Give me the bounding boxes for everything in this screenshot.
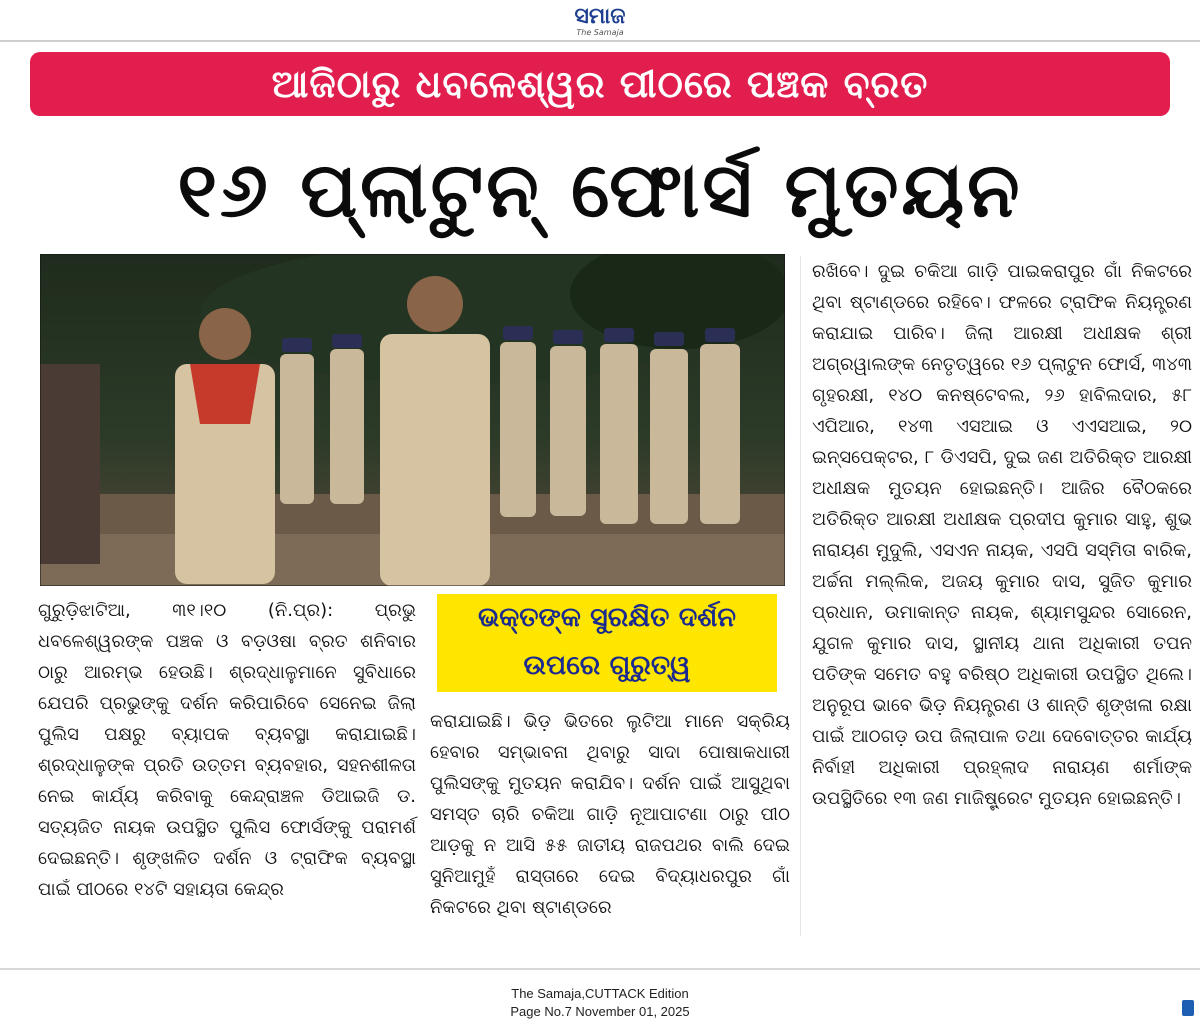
article-column-middle (430, 706, 790, 923)
kicker-banner (30, 52, 1170, 116)
bottom-divider (0, 968, 1200, 970)
article-text-middle: କରାଯାଇଛି। ଭିଡ଼ ଭିତରେ ଲୁଟିଆ ମାନେ ସକ୍ରିୟ ହେବାର ସମ୍ଭାବନା ଥିବାରୁ ସାଦା ପୋଷାକଧାରୀ ପୁଲିସଙ୍କୁ ମୁତୟନ କରାଯିବ। ଦର୍ଶନ ପାଇଁ ଆସୁଥିବା ସମସ୍ତ ଚାରି ଚକିଆ ଗାଡ଼ି ନୂଆପାଟଣା ଠାରୁ ପୀଠ ଆଡ଼କୁ ନ ଆସି ୫୫ ଜାତୀୟ ରାଜପଥର ବାଲି ଦେଇ ସୁନିଆମୁହଁ ରାସ୍ତାରେ ଦେଇ ବିଦ୍ୟାଧରପୁର ଗାଁ ନିକଟରେ ଥିବା ଷ୍ଟାଣ୍ଡରେ (430, 711, 790, 918)
newspaper-name: ସମାଜ (574, 3, 626, 29)
police-force-photo (40, 254, 785, 586)
footer (450, 985, 750, 1021)
page-date-label: Page No.7 November 01, 2025 (510, 1004, 690, 1019)
article-column-left (38, 595, 416, 905)
subheading-box (437, 594, 777, 692)
news-photo (40, 254, 785, 586)
top-divider (0, 40, 1200, 42)
edition-label: The Samaja,CUTTACK Edition (511, 986, 689, 1001)
headline: ୧୬ ପ୍ଲାଟୁନ୍ ଫୋର୍ସ ମୁତୟନ (177, 145, 1023, 234)
article-text-right: ରଖିବେ। ଦୁଇ ଚକିଆ ଗାଡ଼ି ପାଇକରାପୁର ଗାଁ ନିକଟରେ ଥିବା ଷ୍ଟାଣ୍ଡରେ ରହିବେ। ଫଳରେ ଟ୍ରାଫିକ ନିୟନ୍ତ୍ରଣ କରାଯାଇ ପାରିବ। ଜିଲା ଆରକ୍ଷୀ ଅଧୀକ୍ଷକ ଶ୍ରୀ ଅଗ୍ରୱାଲଙ୍କ ନେତୃତ୍ୱରେ ୧୬ ପ୍ଲାଟୁନ ଫୋର୍ସ, ୩୪୩ ଗୃହରକ୍ଷୀ, ୧୪୦ କନଷ୍ଟେବଲ, ୨୬ ହାବିଲଦାର, ୫୮ ଏପିଆର, ୧୪୩ ଏସଆଇ ଓ ଏଏସଆଇ, ୨୦ ଇନ୍ସପେକ୍ଟର, ୮ ଡିଏସପି, ଦୁଇ ଜଣ ଅତିରିକ୍ତ ଆରକ୍ଷୀ ଅଧୀକ୍ଷକ ମୁତୟନ ହୋଇଛନ୍ତି। ଆଜିର ବୈଠକରେ ଅତିରିକ୍ତ ଆରକ୍ଷୀ ଅଧୀକ୍ଷକ ପ୍ରଦୀପ କୁମାର ସାହୁ, ଶୁଭ ନାରାୟଣ ମୁଦୁଲି, ଏସଏନ ନାୟକ, ଏସପି ସସ୍ମିତା ବାରିକ, ଅର୍ଚ୍ଚନା ମଲ୍ଲିକ, ଅଜୟ କୁମାର ଦାସ, ସୁଜିତ କୁମାର ପ୍ରଧାନ, ଉମାକାନ୍ତ ନାୟକ, ଶ୍ୟାମସୁନ୍ଦର ସୋରେନ, ଯୁଗଳ କୁମାର ଦାସ, ସ୍ଥାନୀୟ ଥାନା ଅଧିକାରୀ ତପନ ପତିଙ୍କ ସମେତ ବହୁ ବରିଷ୍ଠ ଅଧିକାରୀ ଉପସ୍ଥିତ ଥିଲେ। ଅନୁରୂପ ଭାବେ ଭିଡ଼ ନିୟନ୍ତ୍ରଣ ଓ ଶାନ୍ତି ଶୃଙ୍ଖଳା ରକ୍ଷା ପାଇଁ ଆଠଗଡ଼ ଉପ ଜିଲାପାଳ ତଥା ଦେବୋତ୍ତର କାର୍ଯ୍ୟ ନିର୍ବାହୀ ଅଧିକାରୀ ପ୍ରହ୍ଲାଦ ନାରାୟଣ ଶର୍ମାଙ୍କ ଉପସ୍ଥିତିରେ ୧୩ ଜଣ ମାଜିଷ୍ଟ୍ରେଟ ମୁତୟନ ହୋଇଛନ୍ତି। (812, 261, 1192, 809)
newspaper-tagline: The Samaja (576, 28, 624, 37)
article-column-right (812, 256, 1192, 814)
kicker-text: ଆଜିଠାରୁ ଧବଳେଶ୍ୱର ପୀଠରେ ପଞ୍ଚକ ବ୍ରତ (271, 62, 929, 106)
subheading-line-2: ଉପରେ ଗୁରୁତ୍ୱ (523, 650, 691, 681)
subheading-line-1: ଭକ୍ତଙ୍କ ସୁରକ୍ଷିତ ଦର୍ଶନ (478, 602, 736, 633)
masthead-logo (520, 4, 680, 40)
article-text-left: ଗୁରୁଡ଼ିଝାଟିଆ, ୩୧।୧୦ (ନି.ପ୍ର): ପ୍ରଭୁ ଧବଳେଶ୍ୱରଙ୍କ ପଞ୍ଚକ ଓ ବଡ଼ଓଷା ବ୍ରତ ଶନିବାର ଠାରୁ ଆରମ୍ଭ ହେଉଛି। ଶ୍ରଦ୍ଧାଳୁମାନେ ସୁବିଧାରେ ଯେପରି ପ୍ରଭୁଙ୍କୁ ଦର୍ଶନ କରିପାରିବେ ସେନେଇ ଜିଲା ପୁଲିସ ପକ୍ଷରୁ ବ୍ୟାପକ ବ୍ୟବସ୍ଥା କରାଯାଇଛି। ଶ୍ରଦ୍ଧାଳୁଙ୍କ ପ୍ରତି ଉତ୍ତମ ବ୍ୟବହାର, ସହନଶୀଳତା ନେଇ କାର୍ଯ୍ୟ କରିବାକୁ କେନ୍ଦ୍ରାଞ୍ଚଳ ଡିଆଇଜି ଡ. ସତ୍ୟଜିତ ନାୟକ ଉପସ୍ଥିତ ପୁଲିସ ଫୋର୍ସଙ୍କୁ ପରାମର୍ଶ ଦେଇଛନ୍ତି। ଶୃଙ୍ଖଳିତ ଦର୍ଶନ ଓ ଟ୍ରାଫିକ ବ୍ୟବସ୍ଥା ପାଇଁ ପୀଠରେ ୧୪ଟି ସହାୟତା କେନ୍ଦ୍ର (38, 600, 416, 900)
bookmark-icon[interactable] (1182, 1000, 1194, 1016)
column-divider (800, 256, 801, 936)
